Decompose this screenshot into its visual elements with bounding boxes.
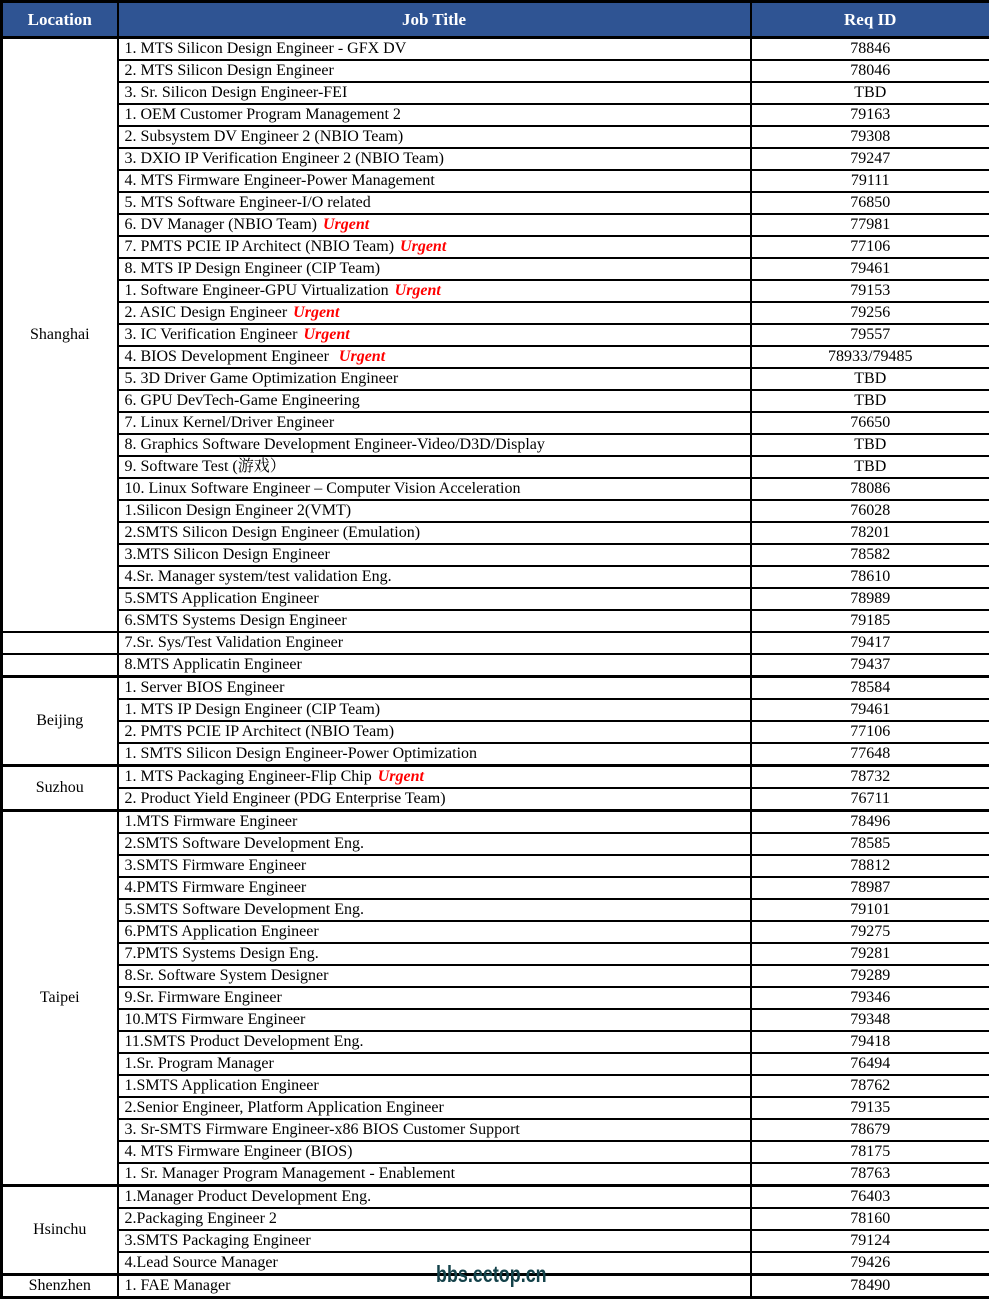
location-cell	[2, 632, 118, 654]
req-id-cell: 79346	[751, 987, 989, 1009]
req-id-cell: 77648	[751, 743, 989, 766]
table-row	[2, 965, 989, 987]
table-row	[2, 302, 989, 324]
job-title-cell	[118, 743, 751, 766]
job-title-text: 10.MTS Firmware Engineer	[125, 1011, 306, 1028]
header-location: Location	[2, 2, 118, 38]
job-title-cell	[118, 1053, 751, 1075]
req-id-cell: 78987	[751, 877, 989, 899]
job-title-text: 7.PMTS Systems Design Eng.	[125, 945, 319, 962]
location-cell: Shenzhen	[2, 1275, 118, 1298]
job-title-text: 6. GPU DevTech-Game Engineering	[125, 392, 360, 409]
req-id-cell: 79275	[751, 921, 989, 943]
table-row	[2, 368, 989, 390]
job-title-text: 1.MTS Firmware Engineer	[125, 813, 298, 830]
job-title-text: 8. Graphics Software Development Engineer-Video/D3D/Display	[125, 436, 545, 453]
req-id-cell: 78610	[751, 566, 989, 588]
job-title-text: 4. MTS Firmware Engineer-Power Management	[125, 172, 435, 189]
job-title-cell	[118, 788, 751, 811]
req-id-cell: 78086	[751, 478, 989, 500]
req-id-cell: 79417	[751, 632, 989, 654]
table-row	[2, 1230, 989, 1252]
watermark: bbs.eetop.cn	[436, 1263, 547, 1286]
table-row	[2, 921, 989, 943]
table-row	[2, 943, 989, 965]
req-id-cell: 78046	[751, 60, 989, 82]
req-id-cell: 77106	[751, 236, 989, 258]
table-row	[2, 280, 989, 302]
table-row	[2, 478, 989, 500]
req-id-cell: 79426	[751, 1252, 989, 1275]
table-row	[2, 987, 989, 1009]
req-id-cell: TBD	[751, 390, 989, 412]
table-row	[2, 236, 989, 258]
table-row	[2, 434, 989, 456]
job-title-cell	[118, 1230, 751, 1252]
job-title-text: 1.Silicon Design Engineer 2(VMT)	[125, 502, 352, 519]
job-title-cell	[118, 921, 751, 943]
req-id-cell: 78175	[751, 1141, 989, 1163]
urgent-flag: Urgent	[303, 326, 349, 343]
table-row	[2, 148, 989, 170]
job-title-text: 8.MTS Applicatin Engineer	[125, 656, 302, 673]
req-id-cell: 78763	[751, 1163, 989, 1186]
table-row	[2, 566, 989, 588]
job-title-cell	[118, 566, 751, 588]
header-req-id: Req ID	[751, 2, 989, 38]
req-id-cell: 79437	[751, 654, 989, 677]
job-title-text: 1.Sr. Program Manager	[125, 1055, 274, 1072]
job-title-text: 2. ASIC Design Engineer	[125, 304, 288, 321]
job-title-cell	[118, 610, 751, 632]
job-title-text: 1. MTS IP Design Engineer (CIP Team)	[125, 701, 381, 718]
req-id-cell: 79418	[751, 1031, 989, 1053]
job-title-text: 3.SMTS Packaging Engineer	[125, 1232, 311, 1249]
job-title-text: 3.SMTS Firmware Engineer	[125, 857, 307, 874]
req-id-cell: 78160	[751, 1208, 989, 1230]
location-cell: Shanghai	[2, 38, 118, 633]
table-row	[2, 610, 989, 632]
job-title-text: 2.Senior Engineer, Platform Application Engineer	[125, 1099, 444, 1116]
job-title-cell	[118, 214, 751, 236]
req-id-cell: 77981	[751, 214, 989, 236]
job-title-text: 1. Sr. Manager Program Management - Enablement	[125, 1165, 456, 1182]
job-title-text: 4. BIOS Development Engineer	[125, 348, 333, 365]
job-title-cell	[118, 1075, 751, 1097]
req-id-cell: 78582	[751, 544, 989, 566]
job-title-cell	[118, 1009, 751, 1031]
req-id-cell: 79153	[751, 280, 989, 302]
job-title-text: 1. OEM Customer Program Management 2	[125, 106, 401, 123]
job-title-cell	[118, 456, 751, 478]
job-title-text: 9.Sr. Firmware Engineer	[125, 989, 282, 1006]
table-row	[2, 544, 989, 566]
job-title-cell	[118, 1141, 751, 1163]
req-id-cell: 78585	[751, 833, 989, 855]
req-id-cell: 78490	[751, 1275, 989, 1298]
req-id-cell: 79281	[751, 943, 989, 965]
req-id-cell: 78989	[751, 588, 989, 610]
urgent-flag: Urgent	[293, 304, 339, 321]
job-title-cell	[118, 1031, 751, 1053]
job-title-cell	[118, 588, 751, 610]
table-row	[2, 588, 989, 610]
job-title-text: 2.SMTS Software Development Eng.	[125, 835, 365, 852]
job-title-cell	[118, 1208, 751, 1230]
table-row	[2, 1097, 989, 1119]
urgent-flag: Urgent	[339, 348, 385, 365]
job-title-text: 8. MTS IP Design Engineer (CIP Team)	[125, 260, 381, 277]
job-title-text: 7. Linux Kernel/Driver Engineer	[125, 414, 335, 431]
job-title-text: 1. FAE Manager	[125, 1277, 231, 1294]
table-row	[2, 1009, 989, 1031]
table-row	[2, 1075, 989, 1097]
req-id-cell: 79308	[751, 126, 989, 148]
req-id-cell: 79124	[751, 1230, 989, 1252]
table-row	[2, 1141, 989, 1163]
table-row	[2, 899, 989, 921]
req-id-cell: 78762	[751, 1075, 989, 1097]
req-id-cell: 79348	[751, 1009, 989, 1031]
table-row	[2, 390, 989, 412]
job-title-cell	[118, 1097, 751, 1119]
job-title-text: 2.Packaging Engineer 2	[125, 1210, 277, 1227]
req-id-cell: 79557	[751, 324, 989, 346]
req-id-cell: 79461	[751, 699, 989, 721]
req-id-cell: 78732	[751, 766, 989, 789]
table-row	[2, 877, 989, 899]
job-title-cell	[118, 677, 751, 700]
table-row	[2, 833, 989, 855]
table-row	[2, 324, 989, 346]
req-id-cell: 78201	[751, 522, 989, 544]
job-title-text: 5.SMTS Application Engineer	[125, 590, 319, 607]
job-title-text: 4.Lead Source Manager	[125, 1254, 278, 1271]
table-row	[2, 632, 989, 654]
header-job-title: Job Title	[118, 2, 751, 38]
job-title-cell	[118, 302, 751, 324]
req-id-cell: 76650	[751, 412, 989, 434]
location-cell: Hsinchu	[2, 1186, 118, 1275]
location-cell: Suzhou	[2, 766, 118, 811]
req-id-cell: 78584	[751, 677, 989, 700]
job-title-cell	[118, 699, 751, 721]
job-title-cell	[118, 833, 751, 855]
job-title-cell	[118, 654, 751, 677]
job-title-text: 8.Sr. Software System Designer	[125, 967, 329, 984]
job-title-cell	[118, 1119, 751, 1141]
req-id-cell: TBD	[751, 456, 989, 478]
req-id-cell: 79185	[751, 610, 989, 632]
header-row	[2, 2, 989, 38]
req-id-cell: 78846	[751, 38, 989, 61]
location-cell: Taipei	[2, 811, 118, 1186]
job-title-cell	[118, 522, 751, 544]
req-id-cell: 78679	[751, 1119, 989, 1141]
job-title-text: 5. MTS Software Engineer-I/O related	[125, 194, 371, 211]
job-title-cell	[118, 1275, 751, 1298]
job-title-cell	[118, 236, 751, 258]
job-title-cell	[118, 38, 751, 61]
job-title-cell	[118, 1252, 751, 1275]
urgent-flag: Urgent	[400, 238, 446, 255]
table-row	[2, 192, 989, 214]
table-row	[2, 1186, 989, 1209]
table-row	[2, 214, 989, 236]
job-title-text: 9. Software Test (游戏）	[125, 458, 286, 475]
req-id-cell: 79247	[751, 148, 989, 170]
req-id-cell: 76403	[751, 1186, 989, 1209]
job-title-text: 5.SMTS Software Development Eng.	[125, 901, 365, 918]
req-id-cell: 79101	[751, 899, 989, 921]
job-title-text: 4.PMTS Firmware Engineer	[125, 879, 307, 896]
job-title-cell	[118, 1163, 751, 1186]
req-id-cell: 79461	[751, 258, 989, 280]
table-row	[2, 346, 989, 368]
req-id-cell: 78496	[751, 811, 989, 834]
job-title-cell	[118, 368, 751, 390]
job-title-text: 3. DXIO IP Verification Engineer 2 (NBIO Team)	[125, 150, 444, 167]
job-title-cell	[118, 1186, 751, 1209]
req-id-cell: 78812	[751, 855, 989, 877]
job-title-cell	[118, 192, 751, 214]
table-row	[2, 104, 989, 126]
req-id-cell: TBD	[751, 434, 989, 456]
job-title-cell	[118, 943, 751, 965]
job-title-text: 2. Product Yield Engineer (PDG Enterprise Team)	[125, 790, 446, 807]
job-title-cell	[118, 877, 751, 899]
table-row	[2, 766, 989, 789]
table-row	[2, 743, 989, 766]
table-row	[2, 1163, 989, 1186]
table-row	[2, 38, 989, 61]
job-title-cell	[118, 258, 751, 280]
urgent-flag: Urgent	[323, 216, 369, 233]
req-id-cell: TBD	[751, 82, 989, 104]
job-title-cell	[118, 346, 751, 368]
job-title-text: 1. Software Engineer-GPU Virtualization	[125, 282, 389, 299]
job-title-cell	[118, 632, 751, 654]
req-id-cell: 76850	[751, 192, 989, 214]
job-title-text: 6.PMTS Application Engineer	[125, 923, 319, 940]
job-title-cell	[118, 987, 751, 1009]
job-title-text: 1. SMTS Silicon Design Engineer-Power Optimization	[125, 745, 478, 762]
job-title-cell	[118, 899, 751, 921]
table-row	[2, 677, 989, 700]
table-row	[2, 170, 989, 192]
req-id-cell: 79289	[751, 965, 989, 987]
job-title-text: 1. Server BIOS Engineer	[125, 679, 285, 696]
urgent-flag: Urgent	[378, 768, 424, 785]
job-title-text: 2. Subsystem DV Engineer 2 (NBIO Team)	[125, 128, 404, 145]
job-title-text: 3. IC Verification Engineer	[125, 326, 298, 343]
req-id-cell: 76711	[751, 788, 989, 811]
job-title-text: 3. Sr. Silicon Design Engineer-FEI	[125, 84, 348, 101]
table-row	[2, 721, 989, 743]
job-title-text: 6.SMTS Systems Design Engineer	[125, 612, 347, 629]
table-row	[2, 1275, 989, 1298]
req-id-cell: 77106	[751, 721, 989, 743]
table-row	[2, 1119, 989, 1141]
job-title-cell	[118, 544, 751, 566]
table-row	[2, 82, 989, 104]
job-title-cell	[118, 280, 751, 302]
job-title-text: 1.SMTS Application Engineer	[125, 1077, 319, 1094]
req-id-cell: 79256	[751, 302, 989, 324]
job-title-cell	[118, 324, 751, 346]
job-title-cell	[118, 148, 751, 170]
job-title-text: 3.MTS Silicon Design Engineer	[125, 546, 330, 563]
job-title-text: 3. Sr-SMTS Firmware Engineer-x86 BIOS Customer Support	[125, 1121, 520, 1138]
table-row	[2, 60, 989, 82]
req-id-cell: TBD	[751, 368, 989, 390]
table-row	[2, 456, 989, 478]
job-title-text: 2.SMTS Silicon Design Engineer (Emulation)	[125, 524, 421, 541]
job-title-cell	[118, 104, 751, 126]
table-row	[2, 699, 989, 721]
table-row	[2, 788, 989, 811]
table-row	[2, 258, 989, 280]
job-title-cell	[118, 412, 751, 434]
job-title-text: 6. DV Manager (NBIO Team)	[125, 216, 317, 233]
job-title-text: 2. PMTS PCIE IP Architect (NBIO Team)	[125, 723, 395, 740]
job-title-cell	[118, 478, 751, 500]
req-id-cell: 79135	[751, 1097, 989, 1119]
urgent-flag: Urgent	[395, 282, 441, 299]
job-title-text: 1.Manager Product Development Eng.	[125, 1188, 372, 1205]
location-cell	[2, 654, 118, 677]
table-row	[2, 1208, 989, 1230]
job-title-text: 1. MTS Packaging Engineer-Flip Chip	[125, 768, 372, 785]
job-title-text: 7. PMTS PCIE IP Architect (NBIO Team)	[125, 238, 395, 255]
location-cell: Beijing	[2, 677, 118, 766]
job-title-cell	[118, 500, 751, 522]
table-row	[2, 811, 989, 834]
job-title-cell	[118, 855, 751, 877]
job-title-text: 4. MTS Firmware Engineer (BIOS)	[125, 1143, 353, 1160]
req-id-cell: 79111	[751, 170, 989, 192]
job-title-cell	[118, 965, 751, 987]
table-row	[2, 654, 989, 677]
req-id-cell: 79163	[751, 104, 989, 126]
job-title-text: 4.Sr. Manager system/test validation Eng.	[125, 568, 392, 585]
job-title-cell	[118, 126, 751, 148]
table-row	[2, 412, 989, 434]
job-title-text: 5. 3D Driver Game Optimization Engineer	[125, 370, 399, 387]
table-row	[2, 1031, 989, 1053]
job-title-cell	[118, 811, 751, 834]
req-id-cell: 78933/79485	[751, 346, 989, 368]
table-row	[2, 1053, 989, 1075]
req-id-cell: 76028	[751, 500, 989, 522]
job-title-cell	[118, 766, 751, 789]
table-row	[2, 500, 989, 522]
table-row	[2, 1252, 989, 1275]
job-title-cell	[118, 170, 751, 192]
table-row	[2, 126, 989, 148]
job-title-text: 1. MTS Silicon Design Engineer - GFX DV	[125, 40, 407, 57]
table-row	[2, 522, 989, 544]
job-title-cell	[118, 390, 751, 412]
job-title-text: 7.Sr. Sys/Test Validation Engineer	[125, 634, 344, 651]
job-title-text: 11.SMTS Product Development Eng.	[125, 1033, 364, 1050]
job-title-cell	[118, 82, 751, 104]
job-title-cell	[118, 721, 751, 743]
job-title-cell	[118, 434, 751, 456]
table-row	[2, 855, 989, 877]
req-id-cell: 76494	[751, 1053, 989, 1075]
job-title-cell	[118, 60, 751, 82]
job-title-text: 10. Linux Software Engineer – Computer Vision Acceleration	[125, 480, 521, 497]
job-title-text: 2. MTS Silicon Design Engineer	[125, 62, 334, 79]
